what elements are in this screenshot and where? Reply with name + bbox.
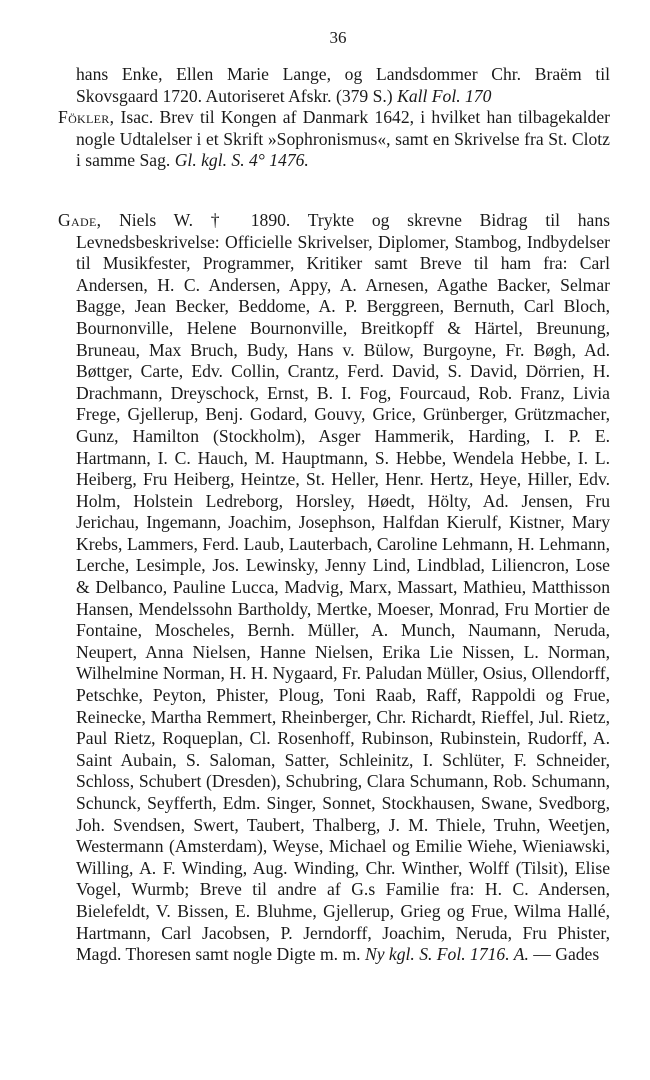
entry-text: Niels W. † 1890. Trykte og skrevne Bidrag til hans Levnedsbeskrivelse: Officielle Skrivelser, Diplomer, Stambog, Indbydelser til Musikfester, Programmer, Kritiker samt Breve til ham fra: Carl Andersen, H. C. Andersen, Appy, A. Arnesen, Agathe Backer, Selmar Bagge, Jean Becker, Beddome, A. P. Berggreen, Bernuth, Carl Bloch, Bournonville, Helene Bournonville, Breitkopff & Härtel, Breunung, Bruneau, Max Bruch, Budy, Hans v. Bülow, Burgoyne, Fr. Bøgh, Ad. Bøttger, Carte, Edv. Collin, Crantz, Ferd. David, S. David, Dörrien, H. Drachmann, Dreyschock, Ernst, B. I. Fog, Fourcaud, Rob. Franz, Livia Frege, Gjellerup, Benj. Godard, Gouvy, Grice, Grünberger, Grützmacher, Gunz, Hamilton (Stockholm), Asger Hammerik, Harding, I. P. E. Hartmann, I. C. Hauch, M. Hauptmann, S. Hebbe, Wendela Hebbe, I. L. Heiberg, Fru Heiberg, Heintze, St. Heller, Henr. Hertz, Heye, Hiller, Edv. Holm, Holstein Ledreborg, Horsley, Høedt, Hölty, Ad. Jensen, Fru Jerichau, Ingemann, Joachim, Josephson, Halfdan Kierulf, Kistner, Mary Krebs, Lammers, Ferd. Laub, Lauterbach, Caroline Lehmann, H. Lehmann, Lerche, Lesimple, Jos. Lewinsky, Jenny Lind, Lindblad, Liliencron, Lose & Delbanco, Pauline Lucca, Madvig, Marx, Massart, Mathieu, Matthisson Hansen, Mendelssohn Bartholdy, Mertke, Moeser, Monrad, Fru Mortier de Fontaine, Moscheles, Bernh. Müller, A. Munch, Naumann, Neruda, Neupert, Anna Nielsen, Hanne Nielsen, Erika Lie Nissen, L. Norman, Wilhelmine Norman, H. H. Nygaard, Fr. Paludan Müller, Osius, Ollendorff, Petschke, Peyton, Phister, Ploug, Toni Raab, Raff, Rappoldi og Frue, Reinecke, Martha Remmert, Rheinberger, Chr. Richardt, Rieffel, Jul. Rietz, Paul Rietz, Roqueplan, Cl. Rosenhoff, Rubinson, Rubinstein, Rudorff, A. Saint Aubain, S. Saloman, Satter, Schleinitz, I. Schlüter, F. Schneider, Schloss, Schubert (Dresden), Schubring, Clara Schumann, Rob. Schumann, Schunck, Seyfferth, Edm. Singer, Sonnet, Stockhausen, Swane, Svedborg, Joh. Svendsen, Swert, Taubert, Thalberg, J. M. Thiele, Truhn, Weetjen, Westermann (Amsterdam), Weyse, Michael og Emilie Wiehe, Wieniawski, Willing, A. F. Winding, Aug. Winding, Chr. Winther, Wolff (Tilsit), Elise Vogel, Wurmb; Breve til andre af G.s Familie fra: H. C. Andersen, Bielefeldt, V. Bissen, E. Bluhme, Gjellerup, Grieg og Frue, Wilma Hallé, Hartmann, Carl Jacobsen, P. Jerndorff, Joachim, Neruda, Fru Phister, Magd. Thoresen samt nogle Digte m. m.	[76, 209, 610, 965]
entry-name: Fökler,	[58, 107, 115, 128]
entry-text: Isac. Brev til Kongen af Danmark 1642, i hvilket han tilbagekalder nogle Udtalelser i et Skrift »Sophronismus«, samt en Skrivelse fra St. Clotz i samme Sag.	[76, 107, 610, 171]
entry-trailing-text: — Gades	[533, 944, 600, 965]
shelf-reference: Kall Fol. 170	[397, 85, 492, 106]
catalog-entry-continuation	[58, 64, 610, 107]
entry-name: Gade,	[58, 209, 102, 230]
catalog-entry-fokler	[58, 107, 610, 172]
catalog-entry-gade	[58, 210, 610, 966]
page-number: 36	[329, 28, 347, 47]
entry-spacer	[58, 172, 610, 210]
shelf-reference: Gl. kgl. S. 4° 1476.	[174, 150, 309, 171]
entry-text: hans Enke, Ellen Marie Lange, og Landsdommer Chr. Braëm til Skovsgaard 1720. Autoriseret Afskr. (379 S.)	[76, 64, 610, 106]
shelf-reference: Ny kgl. S. Fol. 1716. A.	[364, 944, 529, 965]
